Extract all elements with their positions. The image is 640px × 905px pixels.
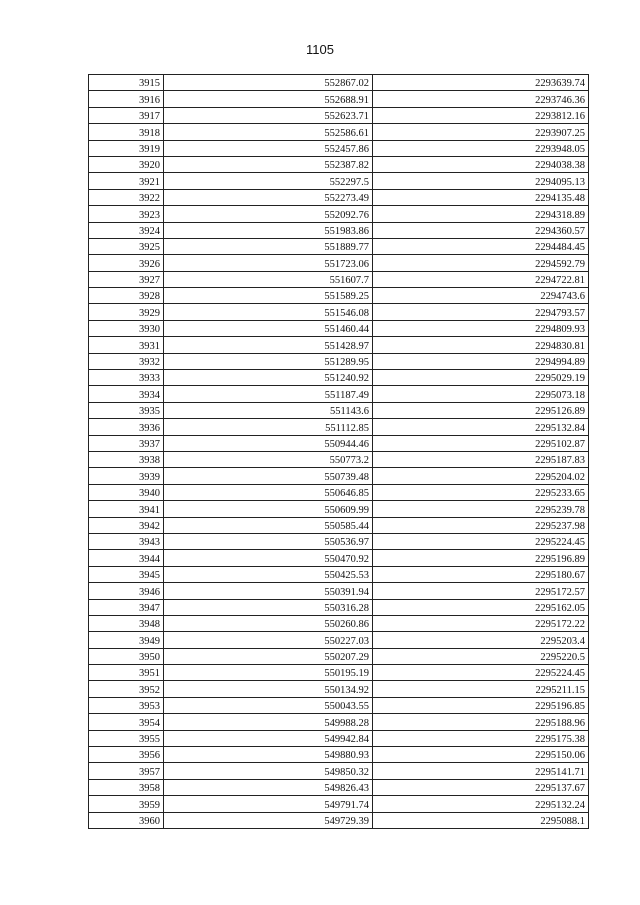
y-coordinate-cell: 2295239.78 <box>373 501 589 517</box>
y-coordinate-cell: 2294484.45 <box>373 238 589 254</box>
y-coordinate-cell: 2294360.57 <box>373 222 589 238</box>
table-row <box>89 288 589 304</box>
y-coordinate-cell: 2294743.6 <box>373 288 589 304</box>
table-row <box>89 468 589 484</box>
y-coordinate-cell: 2295126.89 <box>373 402 589 418</box>
x-coordinate-cell: 550536.97 <box>164 533 373 549</box>
y-coordinate-cell: 2293746.36 <box>373 91 589 107</box>
y-coordinate-cell: 2295088.1 <box>373 812 589 828</box>
table-row <box>89 386 589 402</box>
point-number-cell: 3917 <box>89 107 164 123</box>
y-coordinate-cell: 2295196.89 <box>373 550 589 566</box>
table-row <box>89 615 589 631</box>
y-coordinate-cell: 2295141.71 <box>373 763 589 779</box>
y-coordinate-cell: 2295204.02 <box>373 468 589 484</box>
table-row <box>89 599 589 615</box>
x-coordinate-cell: 551289.95 <box>164 353 373 369</box>
x-coordinate-cell: 549850.32 <box>164 763 373 779</box>
point-number-cell: 3915 <box>89 75 164 91</box>
point-number-cell: 3939 <box>89 468 164 484</box>
table-row <box>89 271 589 287</box>
table-row <box>89 304 589 320</box>
point-number-cell: 3931 <box>89 337 164 353</box>
y-coordinate-cell: 2295233.65 <box>373 484 589 500</box>
y-coordinate-cell: 2295162.05 <box>373 599 589 615</box>
x-coordinate-cell: 549880.93 <box>164 747 373 763</box>
point-number-cell: 3945 <box>89 566 164 582</box>
y-coordinate-cell: 2295172.22 <box>373 615 589 631</box>
x-coordinate-cell: 550391.94 <box>164 583 373 599</box>
table-row <box>89 779 589 795</box>
y-coordinate-cell: 2295224.45 <box>373 665 589 681</box>
x-coordinate-cell: 550227.03 <box>164 632 373 648</box>
x-coordinate-cell: 551589.25 <box>164 288 373 304</box>
y-coordinate-cell: 2295175.38 <box>373 730 589 746</box>
y-coordinate-cell: 2295224.45 <box>373 533 589 549</box>
x-coordinate-cell: 549988.28 <box>164 714 373 730</box>
y-coordinate-cell: 2294994.89 <box>373 353 589 369</box>
point-number-cell: 3954 <box>89 714 164 730</box>
point-number-cell: 3923 <box>89 206 164 222</box>
x-coordinate-cell: 551546.08 <box>164 304 373 320</box>
point-number-cell: 3958 <box>89 779 164 795</box>
table-row <box>89 533 589 549</box>
x-coordinate-cell: 550260.86 <box>164 615 373 631</box>
y-coordinate-cell: 2294809.93 <box>373 320 589 336</box>
x-coordinate-cell: 551112.85 <box>164 419 373 435</box>
y-coordinate-cell: 2295211.15 <box>373 681 589 697</box>
table-row <box>89 91 589 107</box>
point-number-cell: 3919 <box>89 140 164 156</box>
table-row <box>89 206 589 222</box>
table-row <box>89 140 589 156</box>
point-number-cell: 3929 <box>89 304 164 320</box>
y-coordinate-cell: 2295132.84 <box>373 419 589 435</box>
x-coordinate-cell: 550043.55 <box>164 697 373 713</box>
point-number-cell: 3949 <box>89 632 164 648</box>
point-number-cell: 3956 <box>89 747 164 763</box>
point-number-cell: 3935 <box>89 402 164 418</box>
table-row <box>89 484 589 500</box>
y-coordinate-cell: 2293907.25 <box>373 124 589 140</box>
x-coordinate-cell: 551240.92 <box>164 370 373 386</box>
x-coordinate-cell: 552387.82 <box>164 156 373 172</box>
point-number-cell: 3952 <box>89 681 164 697</box>
x-coordinate-cell: 551428.97 <box>164 337 373 353</box>
table-row <box>89 124 589 140</box>
point-number-cell: 3927 <box>89 271 164 287</box>
point-number-cell: 3930 <box>89 320 164 336</box>
y-coordinate-cell: 2294318.89 <box>373 206 589 222</box>
y-coordinate-cell: 2295137.67 <box>373 779 589 795</box>
table-row <box>89 681 589 697</box>
y-coordinate-cell: 2295188.96 <box>373 714 589 730</box>
point-number-cell: 3941 <box>89 501 164 517</box>
table-row <box>89 189 589 205</box>
x-coordinate-cell: 550425.53 <box>164 566 373 582</box>
point-number-cell: 3937 <box>89 435 164 451</box>
y-coordinate-cell: 2295180.67 <box>373 566 589 582</box>
point-number-cell: 3934 <box>89 386 164 402</box>
table-row <box>89 337 589 353</box>
x-coordinate-cell: 550195.19 <box>164 665 373 681</box>
y-coordinate-cell: 2293639.74 <box>373 75 589 91</box>
table-row <box>89 632 589 648</box>
y-coordinate-cell: 2295150.06 <box>373 747 589 763</box>
point-number-cell: 3957 <box>89 763 164 779</box>
table-row <box>89 419 589 435</box>
point-number-cell: 3960 <box>89 812 164 828</box>
y-coordinate-cell: 2294038.38 <box>373 156 589 172</box>
x-coordinate-cell: 551143.6 <box>164 402 373 418</box>
coordinates-table-body <box>89 75 589 829</box>
point-number-cell: 3944 <box>89 550 164 566</box>
x-coordinate-cell: 552867.02 <box>164 75 373 91</box>
table-row <box>89 714 589 730</box>
point-number-cell: 3950 <box>89 648 164 664</box>
table-row <box>89 402 589 418</box>
x-coordinate-cell: 549729.39 <box>164 812 373 828</box>
point-number-cell: 3948 <box>89 615 164 631</box>
y-coordinate-cell: 2295029.19 <box>373 370 589 386</box>
table-row <box>89 435 589 451</box>
x-coordinate-cell: 550609.99 <box>164 501 373 517</box>
x-coordinate-cell: 552457.86 <box>164 140 373 156</box>
x-coordinate-cell: 551723.06 <box>164 255 373 271</box>
point-number-cell: 3940 <box>89 484 164 500</box>
y-coordinate-cell: 2295237.98 <box>373 517 589 533</box>
y-coordinate-cell: 2293812.16 <box>373 107 589 123</box>
x-coordinate-cell: 550646.85 <box>164 484 373 500</box>
y-coordinate-cell: 2295196.85 <box>373 697 589 713</box>
x-coordinate-cell: 549826.43 <box>164 779 373 795</box>
table-row <box>89 222 589 238</box>
table-row <box>89 255 589 271</box>
table-row <box>89 107 589 123</box>
x-coordinate-cell: 550585.44 <box>164 517 373 533</box>
x-coordinate-cell: 552623.71 <box>164 107 373 123</box>
point-number-cell: 3928 <box>89 288 164 304</box>
table-row <box>89 238 589 254</box>
point-number-cell: 3932 <box>89 353 164 369</box>
y-coordinate-cell: 2295102.87 <box>373 435 589 451</box>
table-row <box>89 353 589 369</box>
point-number-cell: 3955 <box>89 730 164 746</box>
x-coordinate-cell: 551187.49 <box>164 386 373 402</box>
table-row <box>89 697 589 713</box>
x-coordinate-cell: 550134.92 <box>164 681 373 697</box>
y-coordinate-cell: 2295073.18 <box>373 386 589 402</box>
x-coordinate-cell: 550207.29 <box>164 648 373 664</box>
y-coordinate-cell: 2294095.13 <box>373 173 589 189</box>
point-number-cell: 3943 <box>89 533 164 549</box>
y-coordinate-cell: 2295172.57 <box>373 583 589 599</box>
table-row <box>89 730 589 746</box>
table-row <box>89 648 589 664</box>
point-number-cell: 3936 <box>89 419 164 435</box>
y-coordinate-cell: 2295187.83 <box>373 451 589 467</box>
x-coordinate-cell: 550470.92 <box>164 550 373 566</box>
y-coordinate-cell: 2295203.4 <box>373 632 589 648</box>
table-row <box>89 75 589 91</box>
table-row <box>89 517 589 533</box>
x-coordinate-cell: 551607.7 <box>164 271 373 287</box>
table-row <box>89 320 589 336</box>
table-row <box>89 173 589 189</box>
table-row <box>89 566 589 582</box>
y-coordinate-cell: 2294592.79 <box>373 255 589 271</box>
x-coordinate-cell: 552297.5 <box>164 173 373 189</box>
table-row <box>89 370 589 386</box>
table-row <box>89 763 589 779</box>
table-row <box>89 156 589 172</box>
x-coordinate-cell: 549942.84 <box>164 730 373 746</box>
table-row <box>89 665 589 681</box>
point-number-cell: 3921 <box>89 173 164 189</box>
point-number-cell: 3942 <box>89 517 164 533</box>
x-coordinate-cell: 551983.86 <box>164 222 373 238</box>
point-number-cell: 3925 <box>89 238 164 254</box>
table-row <box>89 812 589 828</box>
x-coordinate-cell: 549791.74 <box>164 796 373 812</box>
point-number-cell: 3953 <box>89 697 164 713</box>
point-number-cell: 3920 <box>89 156 164 172</box>
point-number-cell: 3959 <box>89 796 164 812</box>
coordinates-table <box>88 74 589 829</box>
y-coordinate-cell: 2294793.57 <box>373 304 589 320</box>
table-row <box>89 550 589 566</box>
x-coordinate-cell: 552092.76 <box>164 206 373 222</box>
y-coordinate-cell: 2295132.24 <box>373 796 589 812</box>
x-coordinate-cell: 550773.2 <box>164 451 373 467</box>
point-number-cell: 3924 <box>89 222 164 238</box>
page-number: 1105 <box>306 42 334 57</box>
y-coordinate-cell: 2294135.48 <box>373 189 589 205</box>
x-coordinate-cell: 552273.49 <box>164 189 373 205</box>
point-number-cell: 3947 <box>89 599 164 615</box>
y-coordinate-cell: 2293948.05 <box>373 140 589 156</box>
table-row <box>89 747 589 763</box>
table-row <box>89 501 589 517</box>
x-coordinate-cell: 552688.91 <box>164 91 373 107</box>
x-coordinate-cell: 550739.48 <box>164 468 373 484</box>
y-coordinate-cell: 2294722.81 <box>373 271 589 287</box>
point-number-cell: 3922 <box>89 189 164 205</box>
point-number-cell: 3946 <box>89 583 164 599</box>
table-row <box>89 583 589 599</box>
x-coordinate-cell: 551460.44 <box>164 320 373 336</box>
x-coordinate-cell: 550944.46 <box>164 435 373 451</box>
x-coordinate-cell: 551889.77 <box>164 238 373 254</box>
table-row <box>89 796 589 812</box>
x-coordinate-cell: 550316.28 <box>164 599 373 615</box>
table-row <box>89 451 589 467</box>
point-number-cell: 3951 <box>89 665 164 681</box>
point-number-cell: 3918 <box>89 124 164 140</box>
x-coordinate-cell: 552586.61 <box>164 124 373 140</box>
point-number-cell: 3938 <box>89 451 164 467</box>
y-coordinate-cell: 2294830.81 <box>373 337 589 353</box>
point-number-cell: 3926 <box>89 255 164 271</box>
y-coordinate-cell: 2295220.5 <box>373 648 589 664</box>
point-number-cell: 3933 <box>89 370 164 386</box>
point-number-cell: 3916 <box>89 91 164 107</box>
